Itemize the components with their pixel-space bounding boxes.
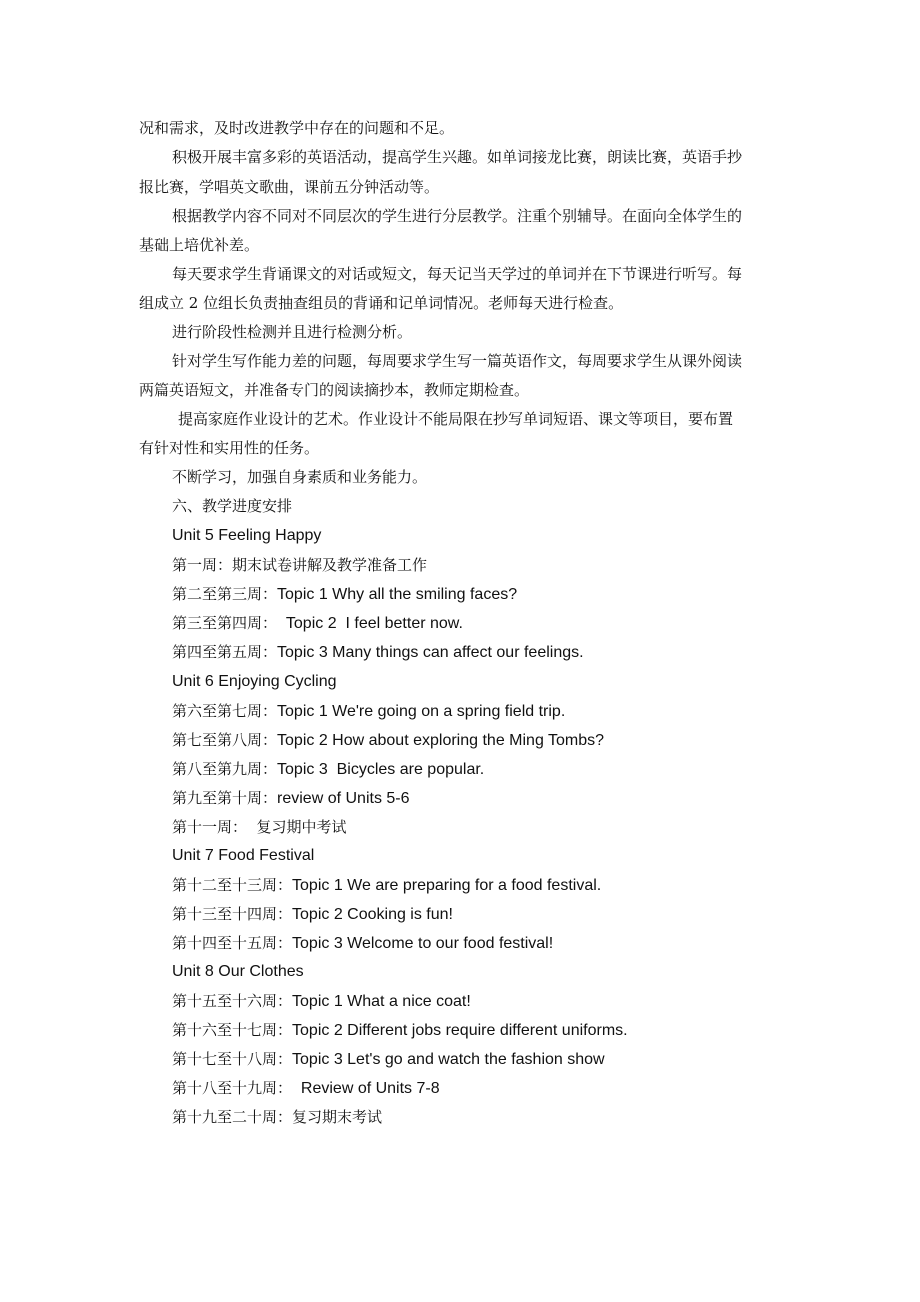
topic-text: Topic 2 I feel better now. xyxy=(277,615,463,632)
schedule-row xyxy=(172,1049,605,1070)
paragraph-line: 每天要求学生背诵课文的对话或短文，每天记当天学过的单词并在下节课进行听写。每 xyxy=(172,265,743,283)
schedule-row xyxy=(172,701,565,722)
unit-heading: Unit 6 Enjoying Cycling xyxy=(172,673,337,690)
schedule-row xyxy=(172,817,347,837)
schedule-row xyxy=(172,788,410,809)
week-label: 第十六至十七周： xyxy=(172,1021,293,1039)
week-label: 第六至第七周： xyxy=(172,702,278,720)
schedule-row xyxy=(172,991,471,1012)
week-label: 第四至第五周： xyxy=(172,643,278,661)
schedule-row xyxy=(172,759,484,780)
topic-text: Topic 3 Welcome to our food festival! xyxy=(292,935,554,952)
schedule-row xyxy=(172,730,604,751)
week-label: 第十二至十三周： xyxy=(172,876,293,894)
topic-text: 复习期末考试 xyxy=(292,1108,383,1126)
paragraph-line: 根据教学内容不同对不同层次的学生进行分层教学。注重个别辅导。在面向全体学生的 xyxy=(172,207,743,225)
week-label: 第八至第九周： xyxy=(172,760,278,778)
paragraph-line: 提高家庭作业设计的艺术。作业设计不能局限在抄写单词短语、课文等项目，要布置 xyxy=(178,410,734,428)
topic-text: 期末试卷讲解及教学准备工作 xyxy=(232,556,428,574)
unit-heading: Unit 7 Food Festival xyxy=(172,847,315,864)
paragraph-line: 报比赛，学唱英文歌曲，课前五分钟活动等。 xyxy=(139,178,440,196)
topic-text: review of Units 5-6 xyxy=(277,790,410,807)
topic-text: Review of Units 7-8 xyxy=(292,1080,440,1097)
topic-text: Topic 1 Why all the smiling faces? xyxy=(277,586,518,603)
week-label: 第一周： xyxy=(172,556,233,574)
topic-text: Topic 1 What a nice coat! xyxy=(292,993,471,1010)
paragraph-line: 不断学习，加强自身素质和业务能力。 xyxy=(172,468,428,486)
week-label: 第十五至十六周： xyxy=(172,992,293,1010)
topic-text: Topic 2 Cooking is fun! xyxy=(292,906,453,923)
schedule-row xyxy=(172,584,517,605)
paragraph-line: 针对学生写作能力差的问题，每周要求学生写一篇英语作文，每周要求学生从课外阅读 xyxy=(172,352,743,370)
schedule-row xyxy=(172,613,463,634)
schedule-row xyxy=(172,1020,628,1041)
paragraph-line: 基础上培优补差。 xyxy=(139,236,260,254)
schedule-row xyxy=(172,933,553,954)
week-label: 第十三至十四周： xyxy=(172,905,293,923)
week-label: 第十九至二十周： xyxy=(172,1108,293,1126)
schedule-row xyxy=(172,1078,440,1099)
topic-text: Topic 2 How about exploring the Ming Tombs? xyxy=(277,732,605,749)
topic-text: Topic 1 We're going on a spring field trip. xyxy=(277,703,566,720)
topic-text: Topic 1 We are preparing for a food festival. xyxy=(292,877,602,894)
week-label: 第九至第十周： xyxy=(172,789,278,807)
paragraph-line: 况和需求，及时改进教学中存在的问题和不足。 xyxy=(139,119,455,137)
schedule-row xyxy=(172,642,584,663)
week-label: 第十一周： xyxy=(172,818,248,836)
topic-text: Topic 3 Many things can affect our feelings. xyxy=(277,644,584,661)
schedule-row xyxy=(172,1107,382,1127)
unit-heading: Unit 8 Our Clothes xyxy=(172,963,304,980)
paragraph-line: 组成立 2 位组长负责抽查组员的背诵和记单词情况。老师每天进行检查。 xyxy=(139,294,624,312)
schedule-row xyxy=(172,904,453,925)
section-heading: 六、教学进度安排 xyxy=(172,497,293,515)
topic-text: Topic 2 Different jobs require different uniforms. xyxy=(292,1022,628,1039)
week-label: 第十四至十五周： xyxy=(172,934,293,952)
paragraph-line: 积极开展丰富多彩的英语活动，提高学生兴趣。如单词接龙比赛，朗读比赛，英语手抄 xyxy=(172,148,743,166)
topic-text: 复习期中考试 xyxy=(247,818,347,836)
paragraph-line: 两篇英语短文，并准备专门的阅读摘抄本，教师定期检查。 xyxy=(139,381,530,399)
schedule-row xyxy=(172,555,427,575)
week-label: 第七至第八周： xyxy=(172,731,278,749)
week-label: 第三至第四周： xyxy=(172,614,278,632)
unit-heading: Unit 5 Feeling Happy xyxy=(172,527,322,544)
paragraph-line: 有针对性和实用性的任务。 xyxy=(139,439,320,457)
schedule-row xyxy=(172,875,601,896)
week-label: 第二至第三周： xyxy=(172,585,278,603)
week-label: 第十七至十八周： xyxy=(172,1050,293,1068)
week-label: 第十八至十九周： xyxy=(172,1079,293,1097)
paragraph-line: 进行阶段性检测并且进行检测分析。 xyxy=(172,323,413,341)
topic-text: Topic 3 Let's go and watch the fashion show xyxy=(292,1051,605,1068)
topic-text: Topic 3 Bicycles are popular. xyxy=(277,761,485,778)
